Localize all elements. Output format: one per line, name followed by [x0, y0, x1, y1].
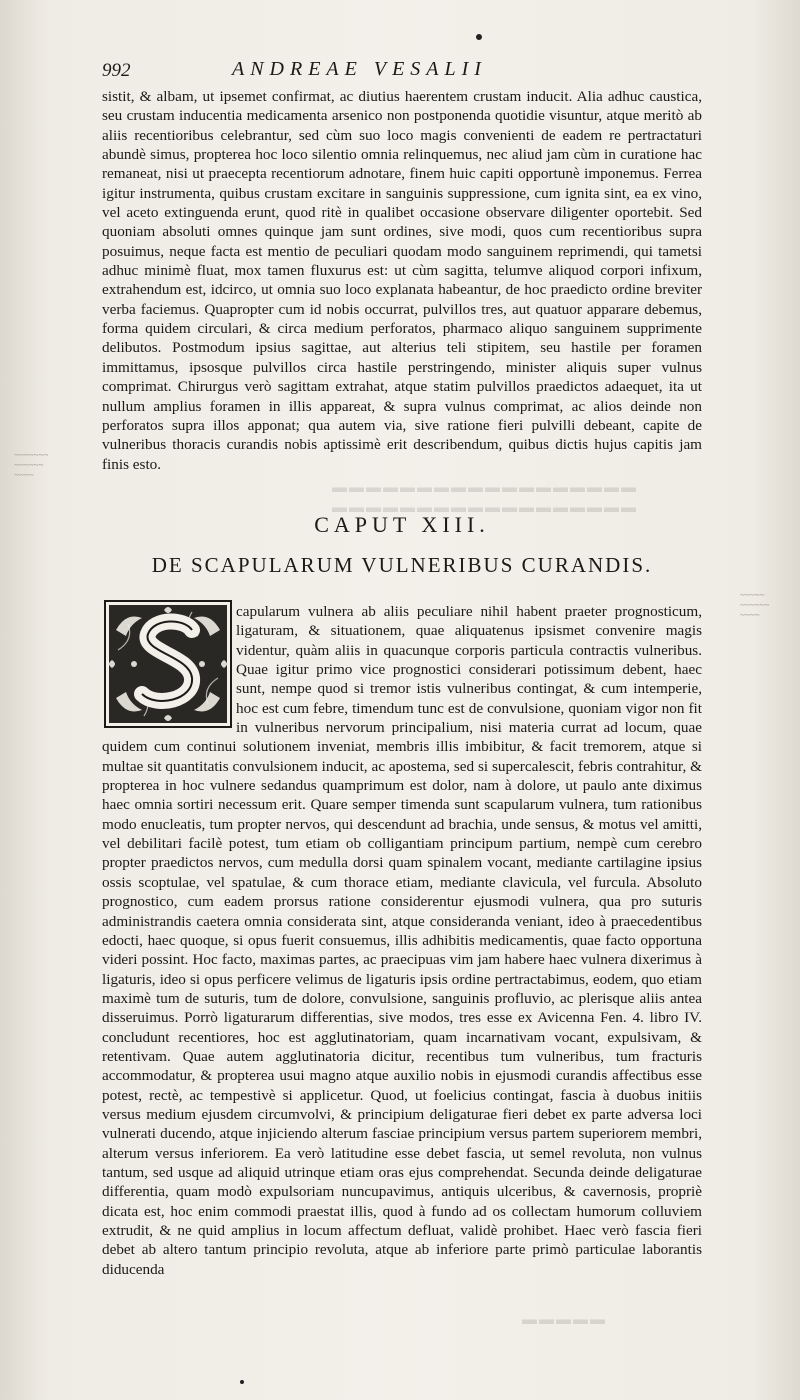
chapter-number: CAPUT XIII. — [314, 512, 490, 537]
bleed-through-decoration: ▬▬▬▬▬▬▬▬▬▬▬▬▬▬▬▬▬▬ — [330, 500, 636, 516]
chapter-title: DE SCAPULARUM VULNERIBUS CURANDIS. — [151, 553, 653, 577]
margin-note: ~~~~~ ~~~~~~ ~~~~ — [740, 590, 770, 620]
running-head: ANDREAE VESALII — [232, 58, 487, 80]
decorated-initial-S-icon — [104, 600, 232, 728]
ink-speck — [240, 1380, 244, 1384]
ink-speck — [476, 34, 482, 40]
bleed-through-decoration: ▬▬▬▬▬▬▬▬▬▬▬▬▬▬▬▬▬▬ — [330, 480, 636, 496]
page-header — [102, 58, 702, 84]
margin-note: ~~~~~~~ ~~~~~~ ~~~~ — [14, 450, 49, 480]
bleed-through-decoration: ▬▬▬▬▬ — [520, 1312, 605, 1328]
chapter-body-text: capularum vulnera ab aliis peculiare nihil habent praeter prognosticum, ligaturam, & situationem, quae aliquatenus ipsismet convenire magis videntur, quàm aliis in quacunque corporis particula contractis vulneribus. Quae igitur primo vice prognostici considerari potissimum debent, haec sunt, nempe quod si tremor istis vulneribus contingat, & cum intemperie, hoc est cum febre, timendum tunc est de convulsione, quoniam vigor non fit in vulneribus nervorum principalium, nisi materia currat ad locum, quae quidem cum continui solutionem inveniat, membris illis imbibitur, & facit tremorem, atque si multae sit quantitatis convulsionem inducit, ac apostema, sed si supercalescit, febris contrahitur, & propterea in hoc vulnere sedandus quamprimum est dolor, nam à dolore, ut paulo ante diximus haec omnia sortiri necessum erit. Quare semper timenda sunt scapularum vulnera, tum rationibus modo enucleatis, tum propter nervos, qui descendunt ad brachia, unde sensus, & motus vel amitti, vel debilitari facilè potest, tum etiam ob colligantiam principum partium, nempè cum cerebro propter praedictos nervos, cum medulla dorsi quam spinalem vocant, mediante cartilagine ipsius ossis scoptulae, vel spatulae, & cum thorace etiam, mediante clavicula, vel furcula. Absoluto prognostico, cum eadem prorsus ratione considerentur ejusmodi vulnera, qua pro suturis administrandis caetera omnia considerata sint, atque consideranda veniant, ideo à praecedentibus edocti, haec quoque, si opus fuerit consuemus, illis adhibitis medicamentis, quae facto opportuna videri possint. Hoc facto, maximas partes, ac praecipuas vim jam habere haec vulnera dixerimus à ligaturis, ideo si opus perficere velimus de ligaturis ipsis ordine pertractabimus, eodem, quo etiam maximè tum de suturis, tum de dolore, convulsione, sanguinis profluvio, ac plerisque aliis antea disseruimus. Porrò ligaturarum differentias, sive modos, tres esse ex Avicenna Fen. 4. libro IV. concludunt recentiores, hoc est agglutinatoriam, quam incarnativam vocant, expulsivam, & retentivam. Quae autem agglutinatoria dicitur, recentibus tum vulneribus, tum fracturis accommodatur, & propterea usui magno atque auxilio nobis in ejusmodi curandis affectibus esse potest, rectè, ac tempestivè si applicetur. Quod, ut foelicius contingat, fascia à duobus initiis versus medium ejusdem circumvolvi, & principium deligaturae fieri debet ex parte adversa loci vulnerati ducendo, atque injiciendo alterum fasciae principium versus partem superiorem membri, alterum versus inferiorem. Ea verò latitudine esse debet fascia, ut semel revoluta, non vulnus tantum, sed usque ad aliquid utrinque etiam oras ejus comprehendat. Secunda deinde deligaturae differentia, quam modò expulsoriam nuncupavimus, antiquis ulceribus, & cavernosis, propriè dicata est, hoc enim commodi praestat illis, quod à fundo ad os collectam humorum colluviem extrudit, & ne quid amplius in locum affectum defluat, validè prohibet. Haec verò fascia fieri debet ab altero tantum principio revoluta, atque ab inferiore parte primò particulae laborantis diducenda — [102, 603, 702, 1278]
page-number: 992 — [102, 60, 131, 81]
paragraph-previous-chapter-end: sistit, & albam, ut ipsemet confirmat, ac diutius haerentem crustam inducit. Alia adhuc caustica, seu crustam inducentia medicamenta arsenico non postponenda quotidie visuntur, atque meritò ab aliis recentioribus celebrantur, sed cùm suo loco magis convenienti de eadem re pertractaturi abundè simus, propterea hoc loco silentio omnia relinquemus, nec aliud jam cùm in curatione hac remaneat, nisi ut praecepta recentiorum adnotare, finem huic capiti opportunè imponemus. Ferrea igitur instrumenta, quibus crustam excitare in sanguinis suppressione, cum ignita sint, ea ex vino, vel aceto extinguenda erunt, quod ritè in qualibet occasione observare diligenter oportebit. Sed quoniam absoluti omnes quinque jam sunt ordines, sive modi, quos cum recentioribus supra posuimus, neque facta est mentio de peculiari quodam modo sanguinem reprimendi, qui tametsi adhuc minimè fluat, mox tamen fluxurus est: ut cùm sagitta, telumve aliquod corpori infixum, extrahendum est, idcirco, ut omnia suo loco explanata habeantur, de hoc praedicto ordine breviter verba faciemus. Quapropter cum id nobis occurrat, pulvillos tres, aut quatuor apparare debemus, forma quidem circulari, & circa medium perforatos, pharmaco aliquo sanguinem supprimente delibutos. Postmodum ipsius sagittae, aut alterius teli stipitem, seu hastile per foramen immittamus, ipsosque pulvillos circa hastile perstringendo, minister aliquis super vulnus comprimat. Chirurgus verò sagittam extrahat, atque statim pulvillos praedictos adaequet, ita ut nullum amplius foramen in illis appareat, & supra vulnus comprimat, ac alios deinde non perforatos supra illos apponat; qua autem via, sive ratione fieri pulvilli debeant, capite de vulneribus thoracis curandis nobis aptissimè erit describendum, quibus dictis hujus capitis jam finis esto. — [102, 88, 702, 473]
